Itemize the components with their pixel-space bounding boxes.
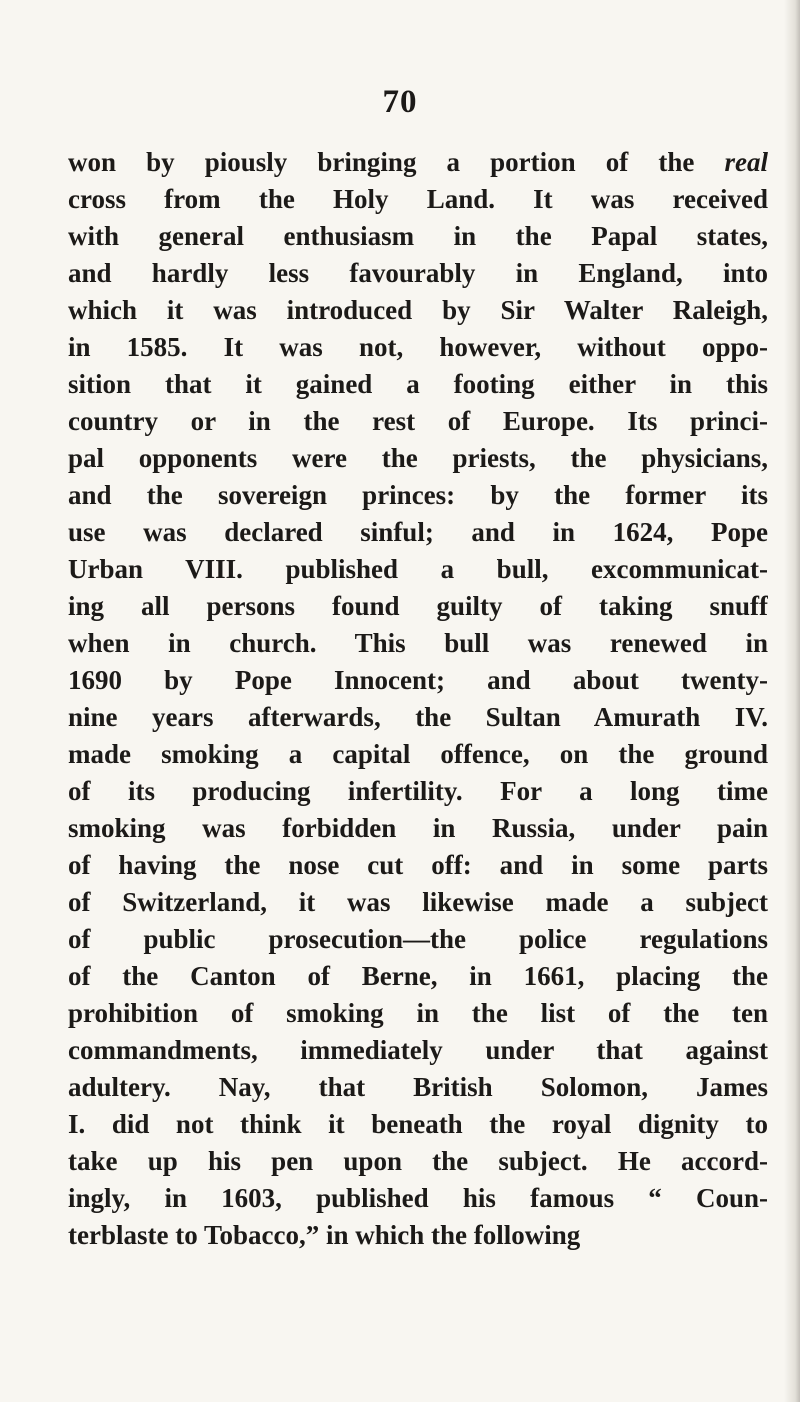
page-edge-shadow: [784, 0, 800, 1402]
text-line: prohibition of smoking in the list of the ten: [68, 998, 768, 1028]
text-line: in 1585. It was not, however, without oppo-: [68, 332, 768, 362]
text-line: made smoking a capital offence, on the ground: [68, 739, 768, 769]
italic-word: real: [724, 147, 768, 177]
text-line: terblaste to Tobacco,” in which the following: [68, 1220, 581, 1250]
text-line: use was declared sinful; and in 1624, Pope: [68, 517, 768, 547]
text-line: which it was introduced by Sir Walter Raleigh,: [68, 295, 768, 325]
text-line: of public prosecution—the police regulations: [68, 924, 768, 954]
text-line: cross from the Holy Land. It was received: [68, 184, 768, 214]
text-line: Urban VIII. published a bull, excommunicat-: [68, 554, 768, 584]
page-number: 70: [382, 84, 418, 120]
text-line: and the sovereign princes: by the former its: [68, 480, 768, 510]
text-line: take up his pen upon the subject. He accord-: [68, 1146, 768, 1176]
text-line: when in church. This bull was renewed in: [68, 628, 768, 658]
text-line-content: won by piously bringing a portion of the: [68, 147, 725, 177]
text-line: of having the nose cut off: and in some parts: [68, 850, 768, 880]
text-line: with general enthusiasm in the Papal states,: [68, 221, 768, 251]
text-line: pal opponents were the priests, the physicians,: [68, 443, 768, 473]
text-line: I. did not think it beneath the royal dignity to: [68, 1109, 768, 1139]
text-line: of its producing infertility. For a long time: [68, 776, 768, 806]
text-line: ingly, in 1603, published his famous “ Coun-: [68, 1183, 768, 1213]
text-line: nine years afterwards, the Sultan Amurath IV.: [68, 702, 768, 732]
text-line: ing all persons found guilty of taking snuff: [68, 591, 768, 621]
text-line: adultery. Nay, that British Solomon, James: [68, 1072, 768, 1102]
body-text: [68, 144, 768, 1254]
text-line: 1690 by Pope Innocent; and about twenty-: [68, 665, 768, 695]
text-line: and hardly less favourably in England, into: [68, 258, 768, 288]
text-line: commandments, immediately under that against: [68, 1035, 768, 1065]
text-line: country or in the rest of Europe. Its princi-: [68, 406, 768, 436]
text-line: smoking was forbidden in Russia, under pain: [68, 813, 768, 843]
text-line: sition that it gained a footing either in this: [68, 369, 768, 399]
text-line: of Switzerland, it was likewise made a subject: [68, 887, 768, 917]
text-line: [68, 144, 768, 181]
text-line: of the Canton of Berne, in 1661, placing the: [68, 961, 768, 991]
